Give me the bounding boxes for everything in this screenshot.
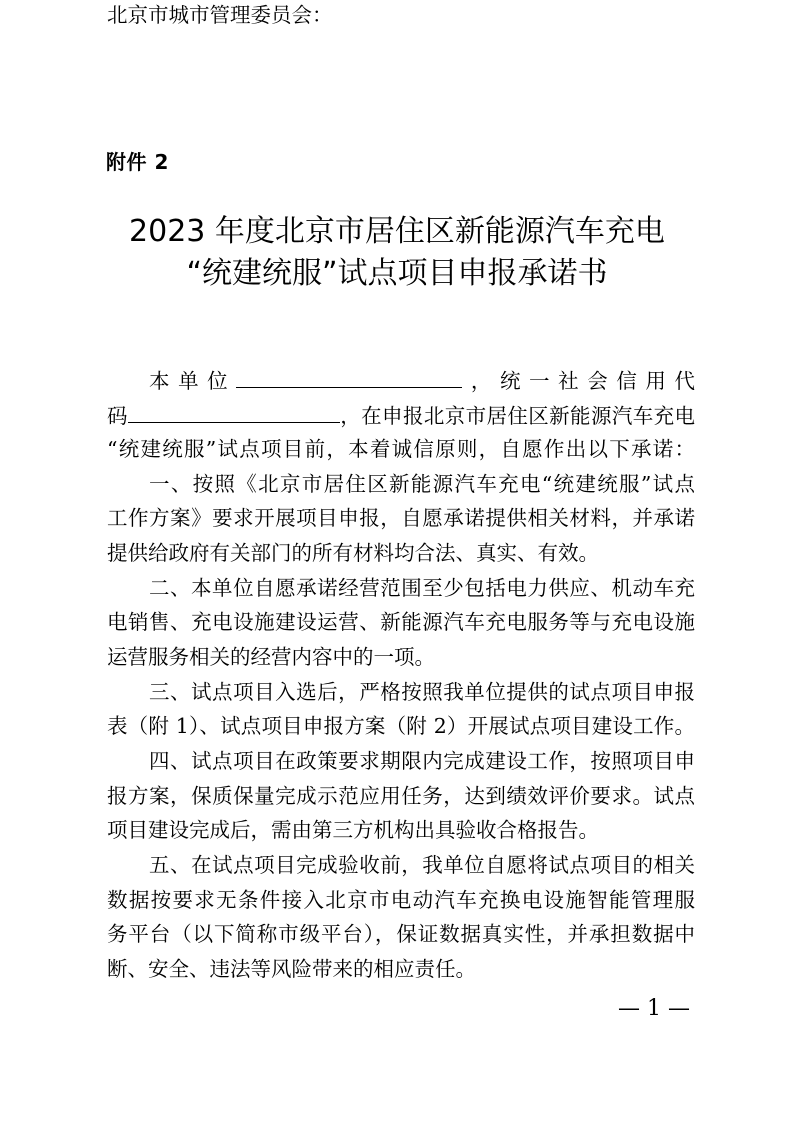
- document-title-line-1: 2023 年度北京市居住区新能源汽车充电: [129, 214, 665, 249]
- paragraph-5-line-3: 务平台（以下简称市级平台），保证数据真实性，并承担数据中: [107, 922, 695, 946]
- paragraph-1-line-1: 一、按照《北京市居住区新能源汽车充电“统建统服”试点: [149, 472, 695, 496]
- paragraph-2-line-3: 运营服务相关的经营内容中的一项。: [107, 645, 435, 669]
- paragraph-2-line-2: 电销售、充电设施建设运营、新能源汽车充电服务等与充电设施: [107, 610, 695, 634]
- credit-code-blank[interactable]: [128, 400, 340, 423]
- page-number: — 1 —: [618, 996, 690, 1021]
- intro-line-1: [149, 365, 695, 395]
- paragraph-1-line-2: 工作方案》要求开展项目申报，自愿承诺提供相关材料，并承诺: [107, 506, 695, 530]
- intro-line-2: [107, 400, 695, 430]
- intro-line-2-prefix: 码: [107, 404, 128, 428]
- paragraph-3-line-1: 三、试点项目入选后，严格按照我单位提供的试点项目申报: [149, 680, 695, 704]
- intro-line-2-suffix: ，在申报北京市居住区新能源汽车充电: [339, 404, 696, 428]
- document-title-line-2: “统建统服”试点项目申报承诺书: [186, 256, 608, 291]
- intro-line-1-prefix: 本单位: [149, 369, 237, 393]
- intro-line-3: “统建统服”试点项目前，本着诚信原则，自愿作出以下承诺：: [107, 437, 695, 461]
- paragraph-4-line-1: 四、试点项目在政策要求期限内完成建设工作，按照项目申: [149, 749, 695, 773]
- paragraph-1-line-3: 提供给政府有关部门的所有材料均合法、真实、有效。: [107, 541, 599, 565]
- paragraph-4-line-2: 报方案，保质保量完成示范应用任务，达到绩效评价要求。试点: [107, 784, 695, 808]
- paragraph-4-line-3: 项目建设完成后，需由第三方机构出具验收合格报告。: [107, 818, 599, 842]
- paragraph-5-line-2: 数据按要求无条件接入北京市电动汽车充换电设施智能管理服: [107, 888, 695, 912]
- paragraph-2-line-1: 二、本单位自愿承诺经营范围至少包括电力供应、机动车充: [149, 576, 695, 600]
- salutation: 北京市城市管理委员会：: [107, 3, 333, 27]
- paragraph-5-line-4: 断、安全、违法等风险带来的相应责任。: [107, 957, 476, 981]
- unit-name-blank[interactable]: [236, 365, 462, 388]
- paragraph-5-line-1: 五、在试点项目完成验收前，我单位自愿将试点项目的相关: [149, 853, 695, 877]
- paragraph-3-line-2: 表（附 1）、试点项目申报方案（附 2）开展试点项目建设工作。: [107, 714, 695, 738]
- intro-line-1-suffix: ，统一社会信用代: [462, 369, 696, 393]
- attachment-label: 附件 2: [106, 150, 169, 174]
